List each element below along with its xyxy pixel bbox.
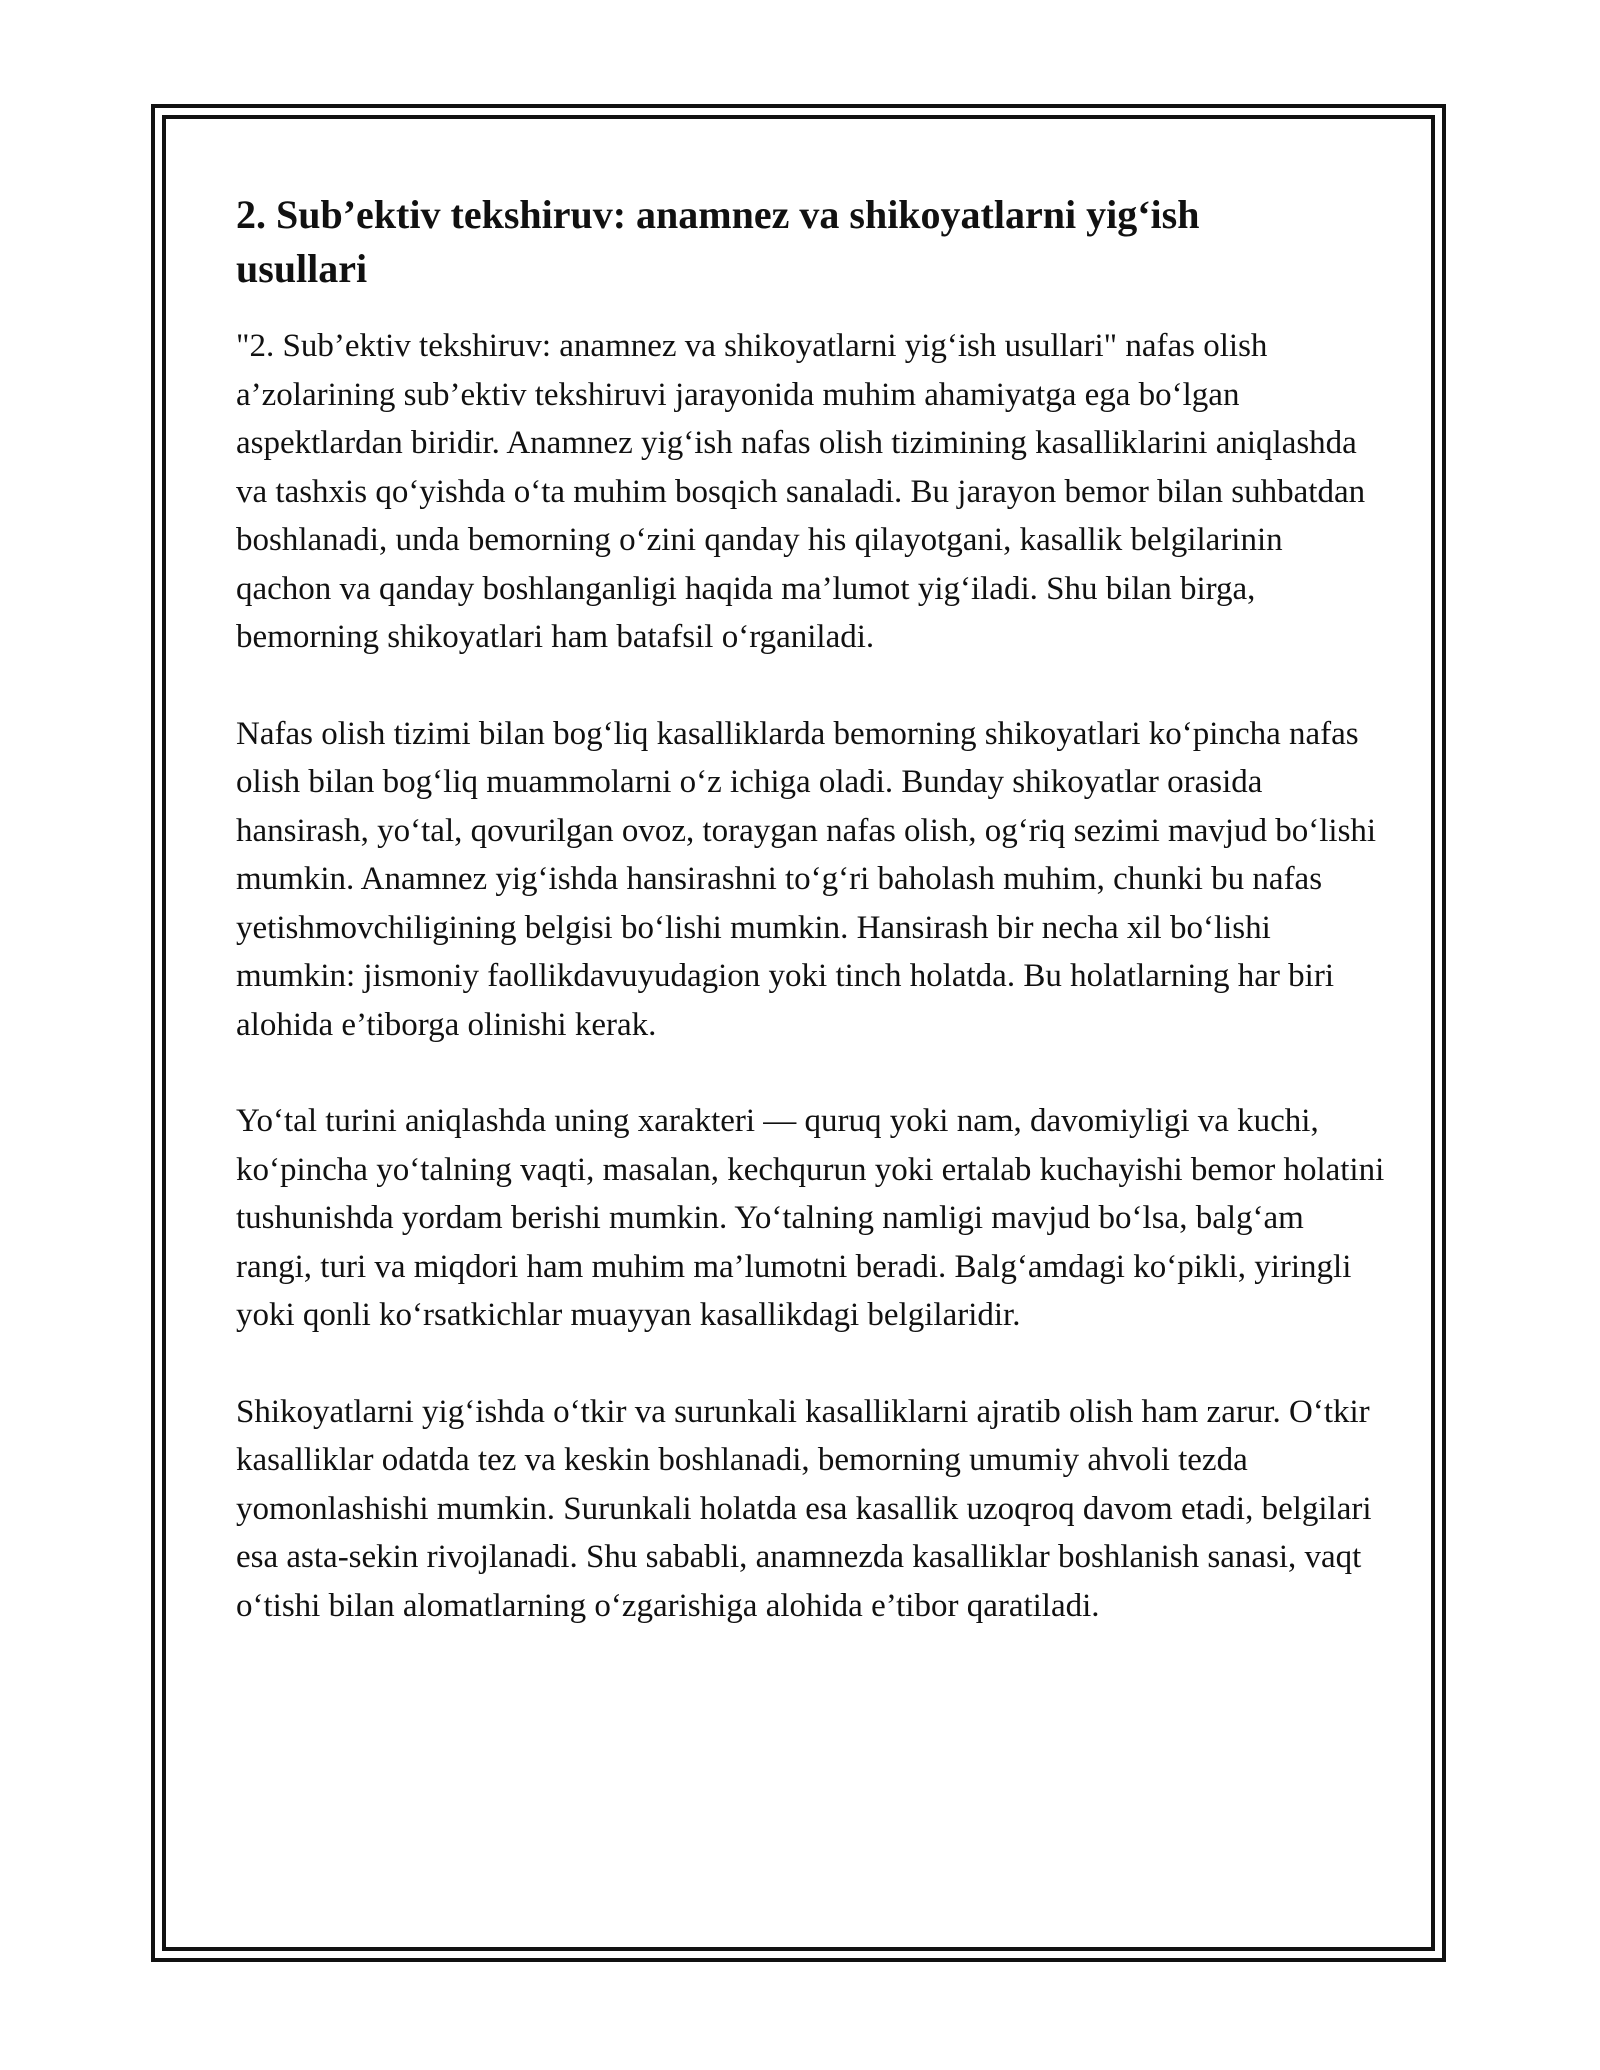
section-title: 2. Sub’ektiv tekshiruv: anamnez va shikoyatlarni yig‘ish usullari [236,192,1200,291]
document-content [236,188,1386,1678]
paragraph-2: Nafas olish tizimi bilan bog‘liq kasalliklarda bemorning shikoyatlari ko‘pincha nafas olish bilan bog‘liq muammolarni o‘z ichiga oladi. Bunday shikoyatlar orasida hansirash, yo‘tal, qovurilgan ovoz, toraygan nafas olish, og‘riq sezimi mavjud bo‘lishi mumkin. Anamnez yig‘ishda hansirashni to‘g‘ri baholash muhim, chunki bu nafas yetishmovchiligining belgisi bo‘lishi mumkin. Hansirash bir necha xil bo‘lishi mumkin: jismoniy faollikdavuyudagion yoki tinch holatda. Bu holatlarning har biri alohida e’tiborga olinishi kerak. [236,715,1377,1043]
paragraph-3: Yo‘tal turini aniqlashda uning xarakteri — quruq yoki nam, davomiyligi va kuchi, ko‘pincha yo‘talning vaqti, masalan, kechqurun yoki ertalab kuchayishi bemor holatini tushunishda yordam berishi mumkin. Yo‘talning namligi mavjud bo‘lsa, balg‘am rangi, turi va miqdori ham muhim ma’lumotni beradi. Balg‘amdagi ko‘pikli, yiringli yoki qonli ko‘rsatkichlar muayyan kasallikdagi belgilaridir. [236,1103,1385,1333]
paragraph-1: "2. Sub’ektiv tekshiruv: anamnez va shikoyatlarni yig‘ish usullari" nafas olish a’zolarining sub’ektiv tekshiruvi jarayonida muhim ahamiyatga ega bo‘lgan aspektlardan biridir. Anamnez yig‘ish nafas olish tizimining kasalliklarini aniqlashda va tashxis qo‘yishda o‘ta muhim bosqich sanaladi. Bu jarayon bemor bilan suhbatdan boshlanadi, unda bemorning o‘zini qanday his qilayotgani, kasallik belgilarinin qachon va qanday boshlanganligi haqida ma’lumot yig‘iladi. Shu bilan birga, bemorning shikoyatlari ham batafsil o‘rganiladi. [236,328,1366,655]
paragraph-4: Shikoyatlarni yig‘ishda o‘tkir va surunkali kasalliklarni ajratib olish ham zarur. O‘tkir kasalliklar odatda tez va keskin boshlanadi, bemorning umumiy ahvoli tezda yomonlashishi mumkin. Surunkali holatda esa kasallik uzoqroq davom etadi, belgilari esa asta-sekin rivojlanadi. Shu sababli, anamnezda kasalliklar boshlanish sanasi, vaqt o‘tishi bilan alomatlarning o‘zgarishiga alohida e’tibor qaratiladi. [236,1393,1372,1624]
